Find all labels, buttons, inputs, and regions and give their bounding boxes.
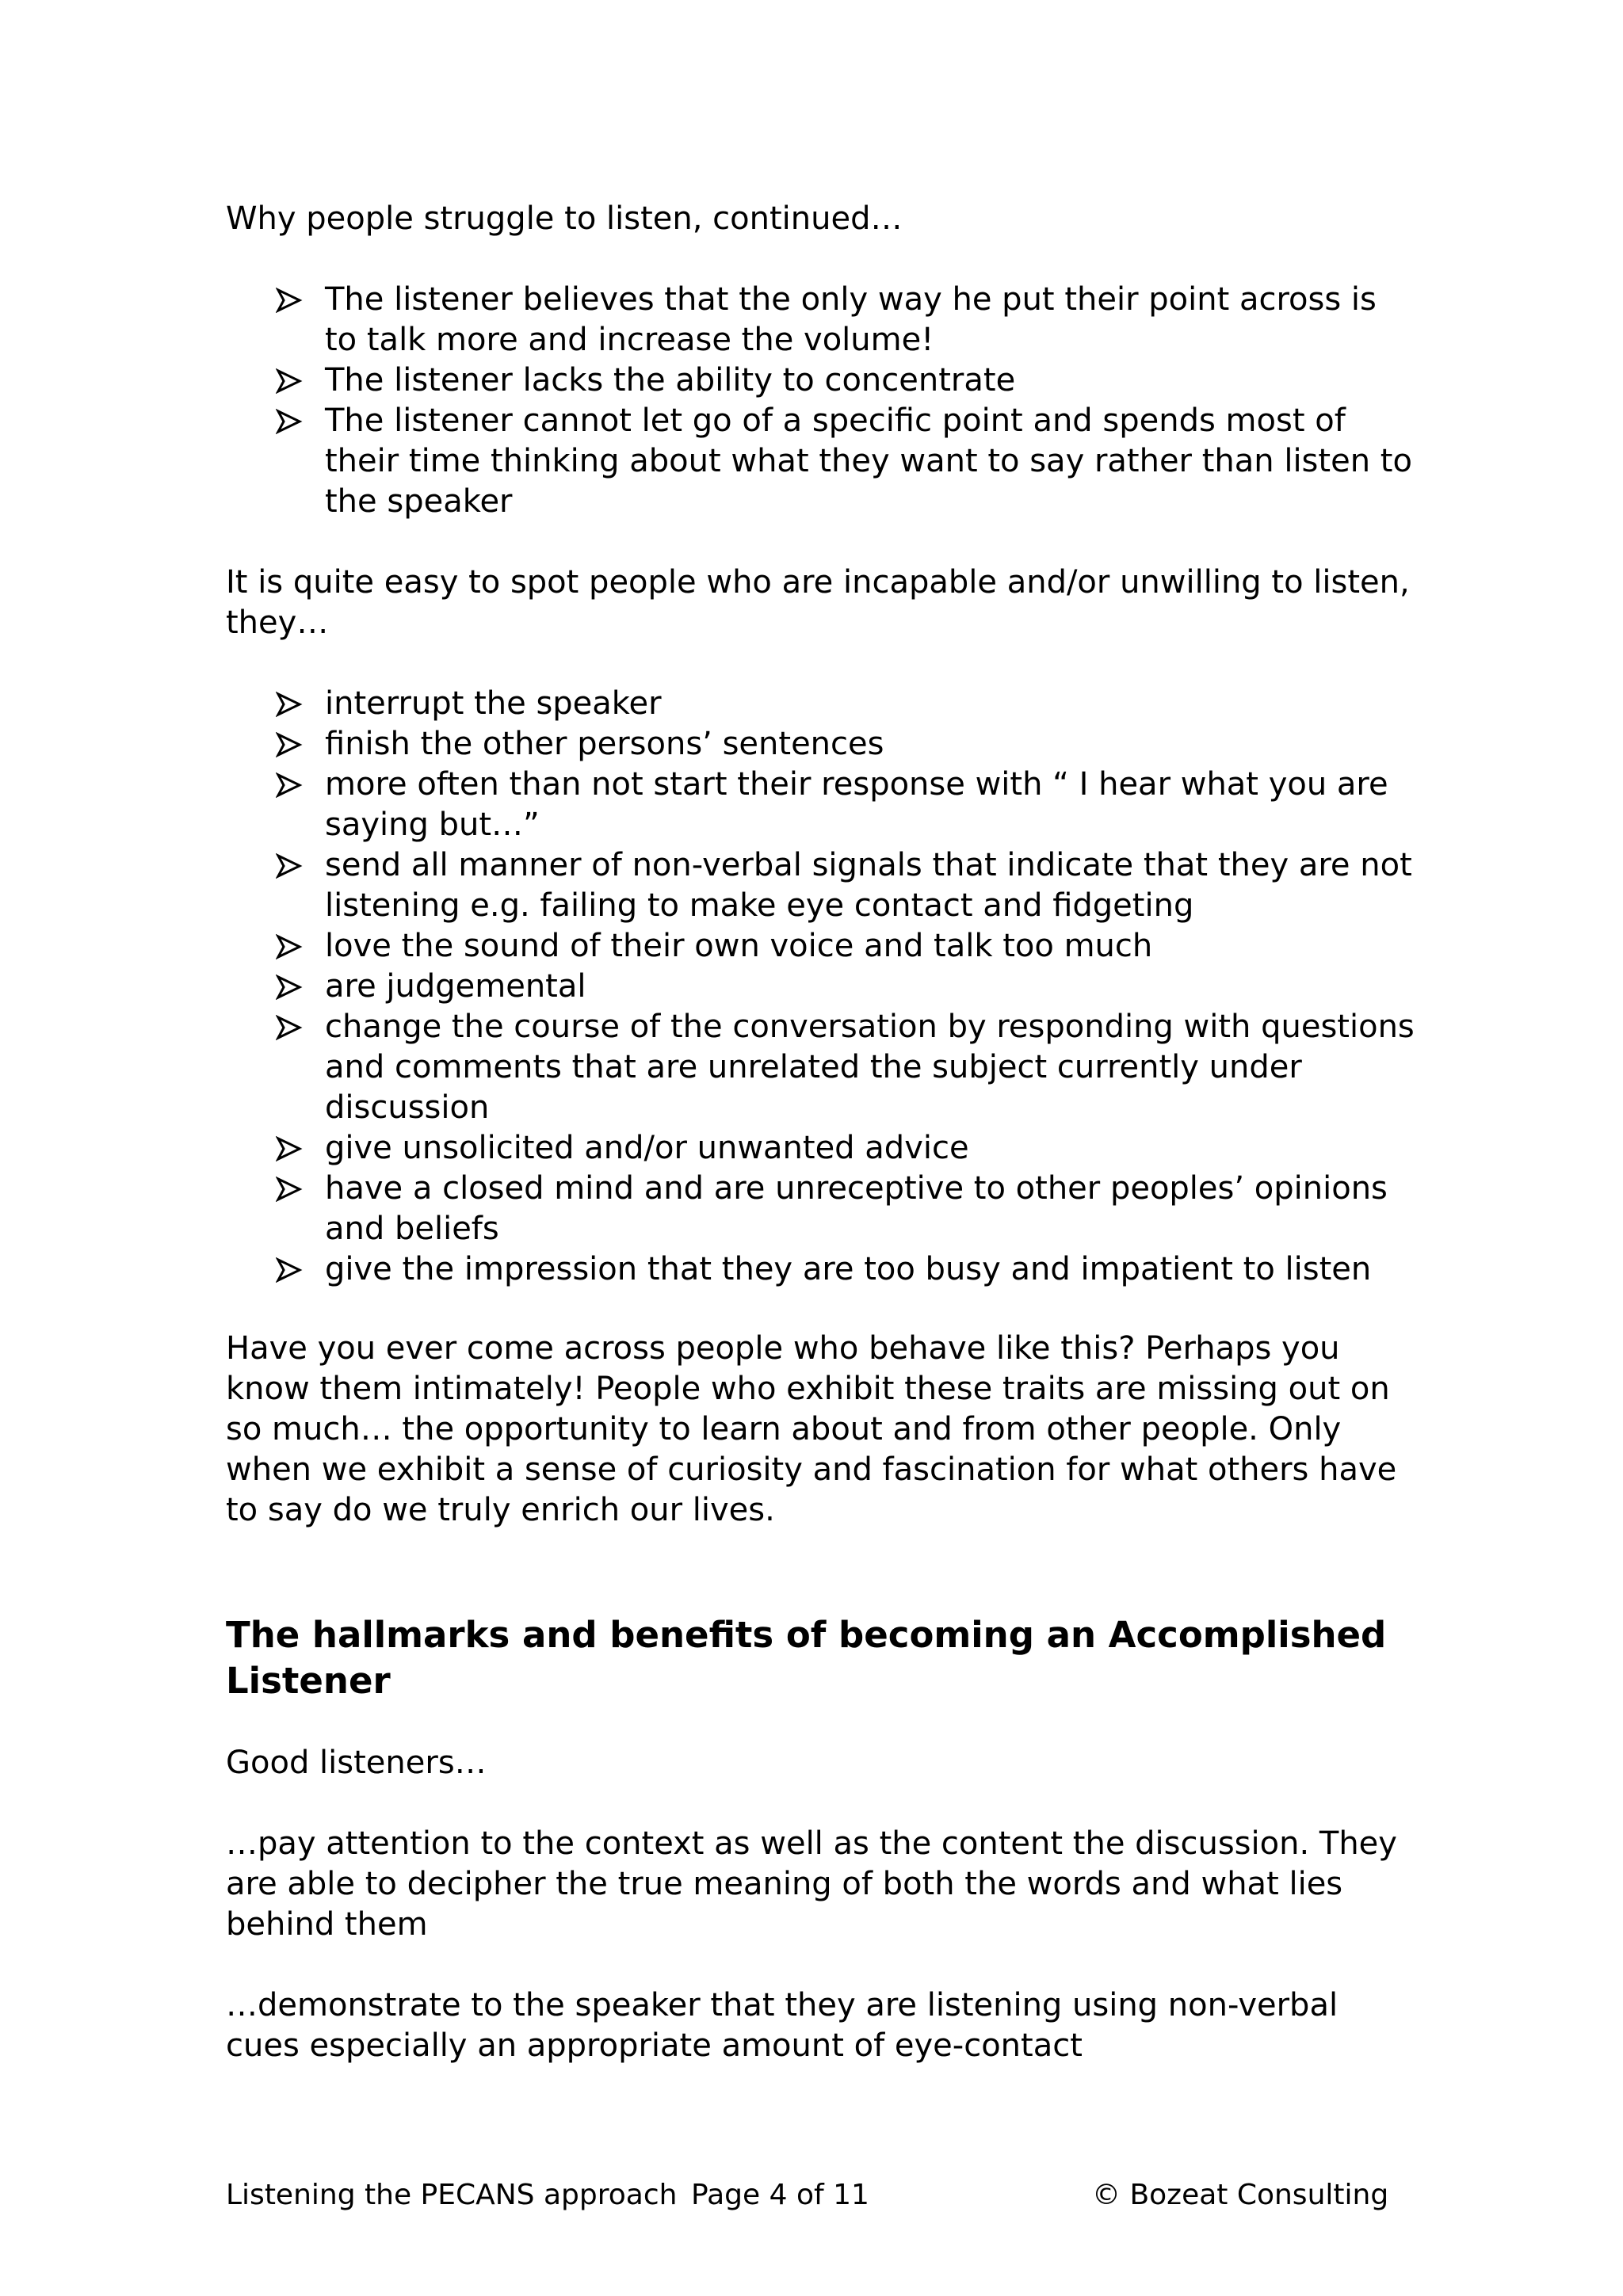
listener-struggle-list [276, 280, 1417, 522]
good-listeners-intro: Good listeners… [226, 1745, 487, 1781]
footer-copyright: © Bozeat Consulting [1092, 2179, 1389, 2211]
list-item-text: more often than not start their response with “ I hear what you are saying but…” [325, 766, 1388, 843]
list-item-text: send all manner of non-verbal signals that indicate that they are not listening e.g. failing to make eye contact and fidgeting [325, 847, 1412, 924]
footer-document-title: Listening the PECANS approach [226, 2179, 678, 2211]
list-item-text: The listener cannot let go of a specific point and spends most of their time thinking about what they want to say rather than listen to the speaker [325, 402, 1412, 520]
list-item [276, 684, 1417, 724]
list-item [276, 926, 1417, 967]
list-item [276, 1007, 1417, 1128]
list-item [276, 845, 1417, 926]
poor-listener-traits-list [276, 684, 1417, 1290]
arrowhead-bullet-icon [276, 1249, 303, 1290]
list-item [276, 1169, 1417, 1249]
list-item [276, 967, 1417, 1007]
arrowhead-bullet-icon [276, 765, 303, 805]
arrowhead-bullet-icon [276, 280, 303, 320]
list-item [276, 401, 1417, 522]
list-item-text: The listener lacks the ability to concentrate [325, 362, 1016, 399]
list-item-text: finish the other persons’ sentences [325, 726, 884, 762]
arrowhead-bullet-icon [276, 926, 303, 967]
footer-page-number: Page 4 of 11 [691, 2179, 869, 2211]
spot-paragraph: It is quite easy to spot people who are incapable and/or unwilling to listen, they… [226, 564, 1410, 641]
context-paragraph: …pay attention to the context as well as the content the discussion. They are able to decipher the true meaning of both the words and what lies behind them [226, 1825, 1397, 1943]
list-item-text: change the course of the conversation by responding with questions and comments that are unrelated the subject currently under discussion [325, 1009, 1415, 1126]
arrowhead-bullet-icon [276, 1169, 303, 1209]
arrowhead-bullet-icon [276, 401, 303, 441]
list-item-text: are judgemental [325, 968, 586, 1005]
eye-contact-paragraph: …demonstrate to the speaker that they are listening using non-verbal cues especially an appropriate amount of eye-contact [226, 1987, 1338, 2064]
section-heading: The hallmarks and benefits of becoming an Accomplished Listener [226, 1614, 1387, 1702]
intro-line: Why people struggle to listen, continued… [226, 200, 903, 237]
arrowhead-bullet-icon [276, 684, 303, 724]
list-item-text: give the impression that they are too busy and impatient to listen [325, 1251, 1372, 1287]
behaviour-paragraph: Have you ever come across people who behave like this? Perhaps you know them intimately! People who exhibit these traits are missing out on so much… the opportunity to learn about and from other people. Only when we exhibit a sense of curiosity and fascination for what others have to say do we truly enrich our lives. [226, 1330, 1397, 1528]
arrowhead-bullet-icon [276, 360, 303, 401]
list-item [276, 280, 1417, 360]
arrowhead-bullet-icon [276, 724, 303, 765]
list-item [276, 1128, 1417, 1169]
list-item [276, 360, 1417, 401]
list-item-text: give unsolicited and/or unwanted advice [325, 1130, 969, 1166]
arrowhead-bullet-icon [276, 1128, 303, 1169]
list-item-text: love the sound of their own voice and talk too much [325, 928, 1153, 964]
arrowhead-bullet-icon [276, 967, 303, 1007]
list-item [276, 765, 1417, 845]
list-item [276, 724, 1417, 765]
list-item-text: interrupt the speaker [325, 685, 662, 722]
arrowhead-bullet-icon [276, 1007, 303, 1047]
arrowhead-bullet-icon [276, 845, 303, 886]
list-item [276, 1249, 1417, 1290]
list-item-text: have a closed mind and are unreceptive to other peoples’ opinions and beliefs [325, 1170, 1388, 1247]
list-item-text: The listener believes that the only way he put their point across is to talk more and increase the volume! [325, 281, 1377, 358]
